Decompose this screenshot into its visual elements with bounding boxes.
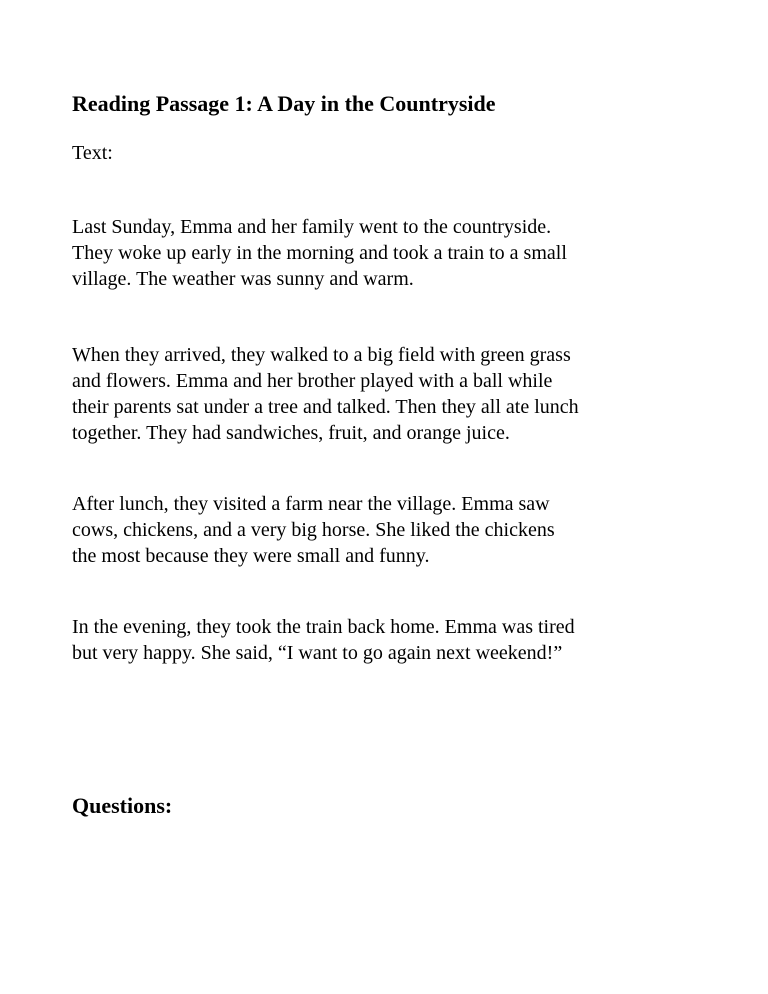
text-label: Text: (72, 142, 113, 164)
paragraph-line: After lunch, they visited a farm near the village. Emma saw (72, 493, 550, 515)
paragraph-line: the most because they were small and funny. (72, 545, 430, 567)
passage-title: Reading Passage 1: A Day in the Countryside (72, 91, 496, 116)
paragraph-line: but very happy. She said, “I want to go again next weekend!” (72, 642, 563, 664)
passage-paragraph-4 (72, 614, 696, 666)
passage-paragraph-3 (72, 491, 696, 569)
passage-paragraph-1 (72, 214, 696, 292)
paragraph-line: together. They had sandwiches, fruit, and orange juice. (72, 422, 510, 444)
passage-paragraph-2 (72, 342, 696, 446)
paragraph-line: cows, chickens, and a very big horse. She liked the chickens (72, 519, 555, 541)
paragraph-line: their parents sat under a tree and talked. Then they all ate lunch (72, 396, 579, 418)
paragraph-line: When they arrived, they walked to a big field with green grass (72, 344, 571, 366)
paragraph-line: In the evening, they took the train back home. Emma was tired (72, 616, 575, 638)
paragraph-line: village. The weather was sunny and warm. (72, 268, 414, 290)
paragraph-line: Last Sunday, Emma and her family went to the countryside. (72, 216, 552, 238)
paragraph-line: They woke up early in the morning and took a train to a small (72, 242, 567, 264)
questions-heading: Questions: (72, 793, 173, 818)
paragraph-line: and flowers. Emma and her brother played with a ball while (72, 370, 553, 392)
